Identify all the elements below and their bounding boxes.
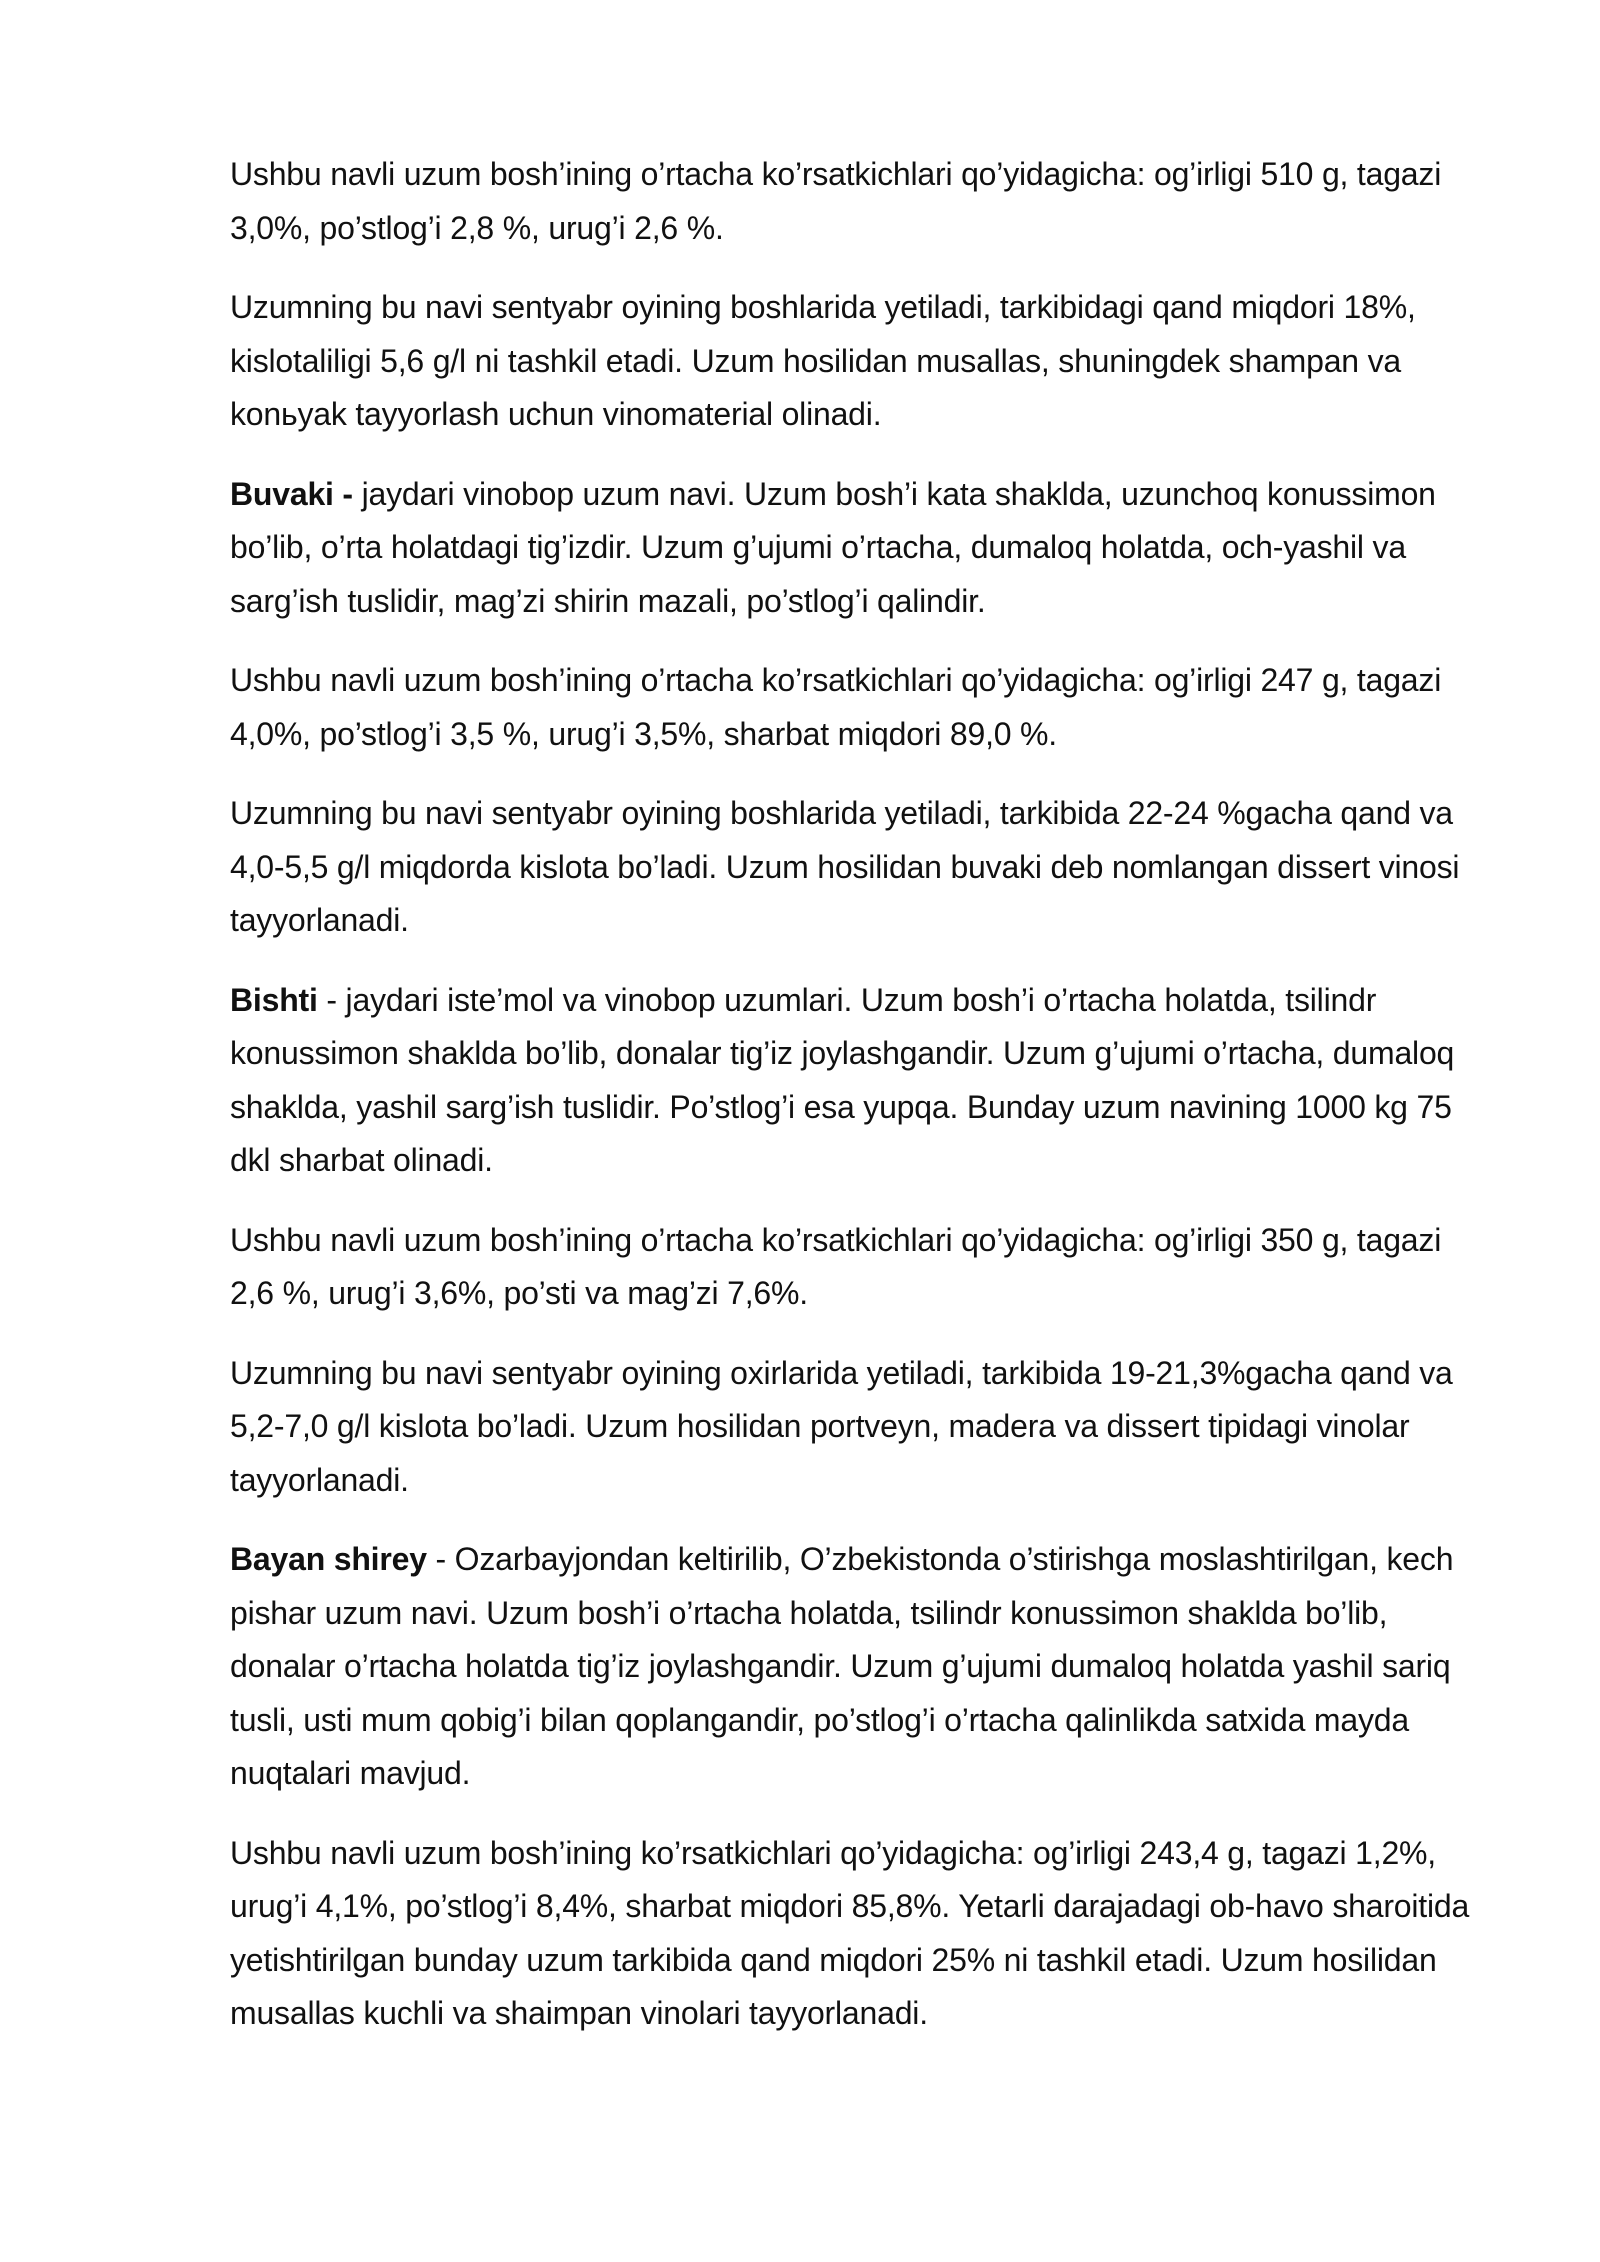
- paragraph-5: [230, 787, 1492, 948]
- grape-variety-name: Bishti: [230, 981, 318, 1018]
- paragraph-8: [230, 1347, 1492, 1508]
- grape-variety-name: Buvaki -: [230, 475, 353, 512]
- paragraph-10: [230, 1827, 1492, 2041]
- paragraph-buvaki: [230, 468, 1492, 629]
- paragraph-2: [230, 281, 1492, 442]
- document-body: [230, 148, 1492, 2067]
- paragraph-bishti: [230, 974, 1492, 1188]
- paragraph-4: [230, 654, 1492, 761]
- paragraph-7: [230, 1214, 1492, 1321]
- paragraph-text: Ushbu navli uzum bosh’ining ko’rsatkichlari qo’yidagicha: og’irligi 243,4 g, tagazi 1,2%, urug’i 4,1%, po’stlog’i 8,4%, sharbat miqdori 85,8%. Yetarli darajadagi ob-havo sharoitida yetishtirilgan bunday uzum tarkibida qand miqdori 25% ni tashkil etadi. Uzum hosilidan musallas kuchli va shaimpan vinolari tayyorlanadi.: [230, 1834, 1470, 2031]
- paragraph-text: Ushbu navli uzum bosh’ining o’rtacha ko’rsatkichlari qo’yidagicha: og’irligi 510 g, tagazi 3,0%, po’stlog’i 2,8 %, urug’i 2,6 %.: [230, 156, 1442, 246]
- paragraph-text: Uzumning bu navi sentyabr oyining oxirlarida yetiladi, tarkibida 19-21,3%gacha qand va 5,2-7,0 g/l kislota bo’ladi. Uzum hosilidan portveyn, madera va dissert tipidagi vinolar tayyorlanadi.: [230, 1354, 1453, 1498]
- paragraph-1: [230, 148, 1492, 255]
- paragraph-text: - Ozarbayjondan keltirilib, O’zbekistonda o’stirishga moslashtirilgan, kech pishar uzum navi. Uzum bosh’i o’rtacha holatda, tsilindr konussimon shaklda bo’lib, donalar o’rtacha holatda tig’iz joylashgandir. Uzum g’ujumi dumaloq holatda yashil sariq tusli, usti mum qobig’i bilan qoplangandir, po’stlog’i o’rtacha qalinlikda satxida mayda nuqtalari mavjud.: [230, 1541, 1454, 1791]
- paragraph-text: Ushbu navli uzum bosh’ining o’rtacha ko’rsatkichlari qo’yidagicha: og’irligi 247 g, tagazi 4,0%, po’stlog’i 3,5 %, urug’i 3,5%, sharbat miqdori 89,0 %.: [230, 662, 1442, 752]
- paragraph-text: Uzumning bu navi sentyabr oyining boshlarida yetiladi, tarkibidagi qand miqdori 18%, kislotaliligi 5,6 g/l ni tashkil etadi. Uzum hosilidan musallas, shuningdek shampan va konьyak tayyorlash uchun vinomaterial olinadi.: [230, 289, 1416, 432]
- paragraph-text: Ushbu navli uzum bosh’ining o’rtacha ko’rsatkichlari qo’yidagicha: og’irligi 350 g, tagazi 2,6 %, urug’i 3,6%, po’sti va mag’zi 7,6%.: [230, 1221, 1442, 1311]
- paragraph-bayan-shirey: [230, 1533, 1492, 1801]
- paragraph-text: - jaydari iste’mol va vinobop uzumlari. Uzum bosh’i o’rtacha holatda, tsilindr konussimon shaklda bo’lib, donalar tig’iz joylashgandir. Uzum g’ujumi o’rtacha, dumaloq shaklda, yashil sarg’ish tuslidir. Po’stlog’i esa yupqa. Bunday uzum navining 1000 kg 75 dkl sharbat olinadi.: [230, 981, 1455, 1178]
- paragraph-text: Uzumning bu navi sentyabr oyining boshlarida yetiladi, tarkibida 22-24 %gacha qand va 4,0-5,5 g/l miqdorda kislota bo’ladi. Uzum hosilidan buvaki deb nomlangan dissert vinosi tayyorlanadi.: [230, 795, 1460, 938]
- grape-variety-name: Bayan shirey: [230, 1541, 427, 1577]
- paragraph-text: jaydari vinobop uzum navi. Uzum bosh’i kata shaklda, uzunchoq konussimon bo’lib, o’rta holatdagi tig’izdir. Uzum g’ujumi o’rtacha, dumaloq holatda, och-yashil va sarg’ish tuslidir, mag’zi shirin mazali, po’stlog’i qalindir.: [230, 475, 1436, 619]
